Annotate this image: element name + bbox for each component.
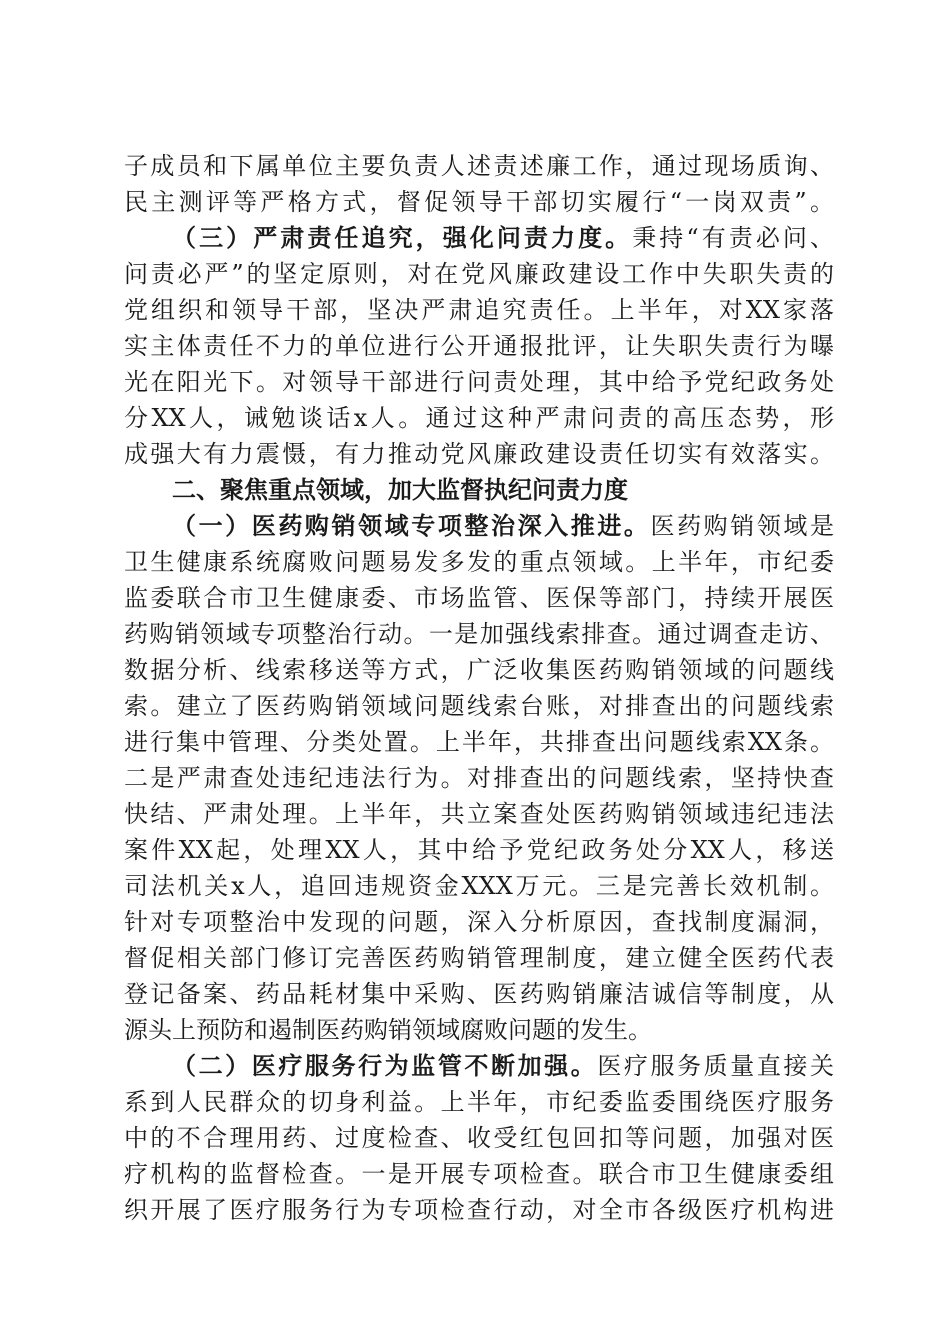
paragraph-text: 针对专项整治中发现的问题，深入分析原因，查找制度漏洞， (124, 908, 834, 936)
paragraph-text: 分XX人，诫勉谈话x人。通过这种严肃问责的高压态势，形 (124, 404, 834, 432)
paragraph-line (124, 292, 834, 328)
paragraph-line (124, 400, 834, 436)
paragraph-line (124, 796, 834, 832)
paragraph-text: 源头上预防和遏制医药购销领域腐败问题的发生。 (124, 1016, 652, 1044)
paragraph-text: 医疗服务质量直接关 (597, 1052, 835, 1080)
paragraph-line (124, 1012, 834, 1048)
paragraph-line (124, 184, 834, 220)
paragraph-line (124, 832, 834, 868)
paragraph-line (124, 904, 834, 940)
paragraph-first-line (124, 1048, 834, 1084)
paragraph-line (124, 328, 834, 364)
paragraph-line (124, 652, 834, 688)
paragraph-text: 成强大有力震慑，有力推动党风廉政建设责任切实有效落实。 (124, 440, 834, 468)
paragraph-text: 党组织和领导干部，坚决严肃追究责任。上半年，对XX家落 (124, 296, 834, 324)
paragraph-line (124, 544, 834, 580)
paragraph-line (124, 1192, 834, 1228)
paragraph-text: 民主测评等严格方式，督促领导干部切实履行“一岗双责”。 (124, 188, 834, 216)
subsection-title: （三）严肃责任追究，强化问责力度。 (172, 223, 633, 252)
paragraph-text: 织开展了医疗服务行为专项检查行动，对全市各级医疗机构进 (124, 1196, 834, 1224)
paragraph-text: 子成员和下属单位主要负责人述责述廉工作，通过现场质询、 (124, 152, 834, 180)
section-heading-text: 二、聚焦重点领域，加大监督执纪问责力度 (172, 476, 628, 504)
paragraph-line (124, 688, 834, 724)
paragraph-text: 光在阳光下。对领导干部进行问责处理，其中给予党纪政务处 (124, 368, 834, 396)
paragraph-text: 疗机构的监督检查。一是开展专项检查。联合市卫生健康委组 (124, 1160, 834, 1188)
paragraph-text: 系到人民群众的切身利益。上半年，市纪委监委围绕医疗服务 (124, 1088, 834, 1116)
paragraph-line (124, 976, 834, 1012)
subsection-title: （一）医药购销领域专项整治深入推进。 (172, 511, 651, 540)
paragraph-text: 二是严肃查处违纪违法行为。对排查出的问题线索，坚持快查 (124, 764, 834, 792)
paragraph-line (124, 148, 834, 184)
paragraph-text: 督促相关部门修订完善医药购销管理制度，建立健全医药代表 (124, 944, 834, 972)
paragraph-text: 监委联合市卫生健康委、市场监管、医保等部门，持续开展医 (124, 584, 834, 612)
paragraph-text: 数据分析、线索移送等方式，广泛收集医药购销领域的问题线 (124, 656, 834, 684)
paragraph-line (124, 1084, 834, 1120)
paragraph-text: 案件XX起，处理XX人，其中给予党纪政务处分XX人，移送 (124, 836, 834, 864)
subsection-title: （二）医疗服务行为监管不断加强。 (172, 1051, 598, 1080)
paragraph-line (124, 1120, 834, 1156)
paragraph-text: 快结、严肃处理。上半年，共立案查处医药购销领域违纪违法 (124, 800, 834, 828)
paragraph-text: 药购销领域专项整治行动。一是加强线索排查。通过调查走访、 (124, 620, 834, 648)
section-heading (124, 472, 834, 508)
paragraph-first-line (124, 220, 834, 256)
paragraph-text: 问责必严”的坚定原则，对在党风廉政建设工作中失职失责的 (124, 260, 834, 288)
paragraph-text: 司法机关x人，追回违规资金XXX万元。三是完善长效机制。 (124, 872, 834, 900)
paragraph-text: 医药购销领域是 (650, 512, 834, 540)
paragraph-text: 实主体责任不力的单位进行公开通报批评，让失职失责行为曝 (124, 332, 834, 360)
paragraph-first-line (124, 508, 834, 544)
paragraph-line (124, 616, 834, 652)
paragraph-line (124, 940, 834, 976)
paragraph-line (124, 724, 834, 760)
paragraph-text: 索。建立了医药购销领域问题线索台账，对排查出的问题线索 (124, 692, 834, 720)
paragraph-line (124, 256, 834, 292)
paragraph-text: 进行集中管理、分类处置。上半年，共排查出问题线索XX条。 (124, 728, 834, 756)
document-body (124, 148, 834, 1228)
paragraph-text: 登记备案、药品耗材集中采购、医药购销廉洁诚信等制度，从 (124, 980, 834, 1008)
paragraph-line (124, 760, 834, 796)
paragraph-text: 秉持“有责必问、 (632, 224, 834, 252)
paragraph-line (124, 868, 834, 904)
paragraph-text: 中的不合理用药、过度检查、收受红包回扣等问题，加强对医 (124, 1124, 834, 1152)
paragraph-line (124, 580, 834, 616)
paragraph-line (124, 364, 834, 400)
paragraph-line (124, 436, 834, 472)
paragraph-line (124, 1156, 834, 1192)
paragraph-text: 卫生健康系统腐败问题易发多发的重点领域。上半年，市纪委 (124, 548, 834, 576)
